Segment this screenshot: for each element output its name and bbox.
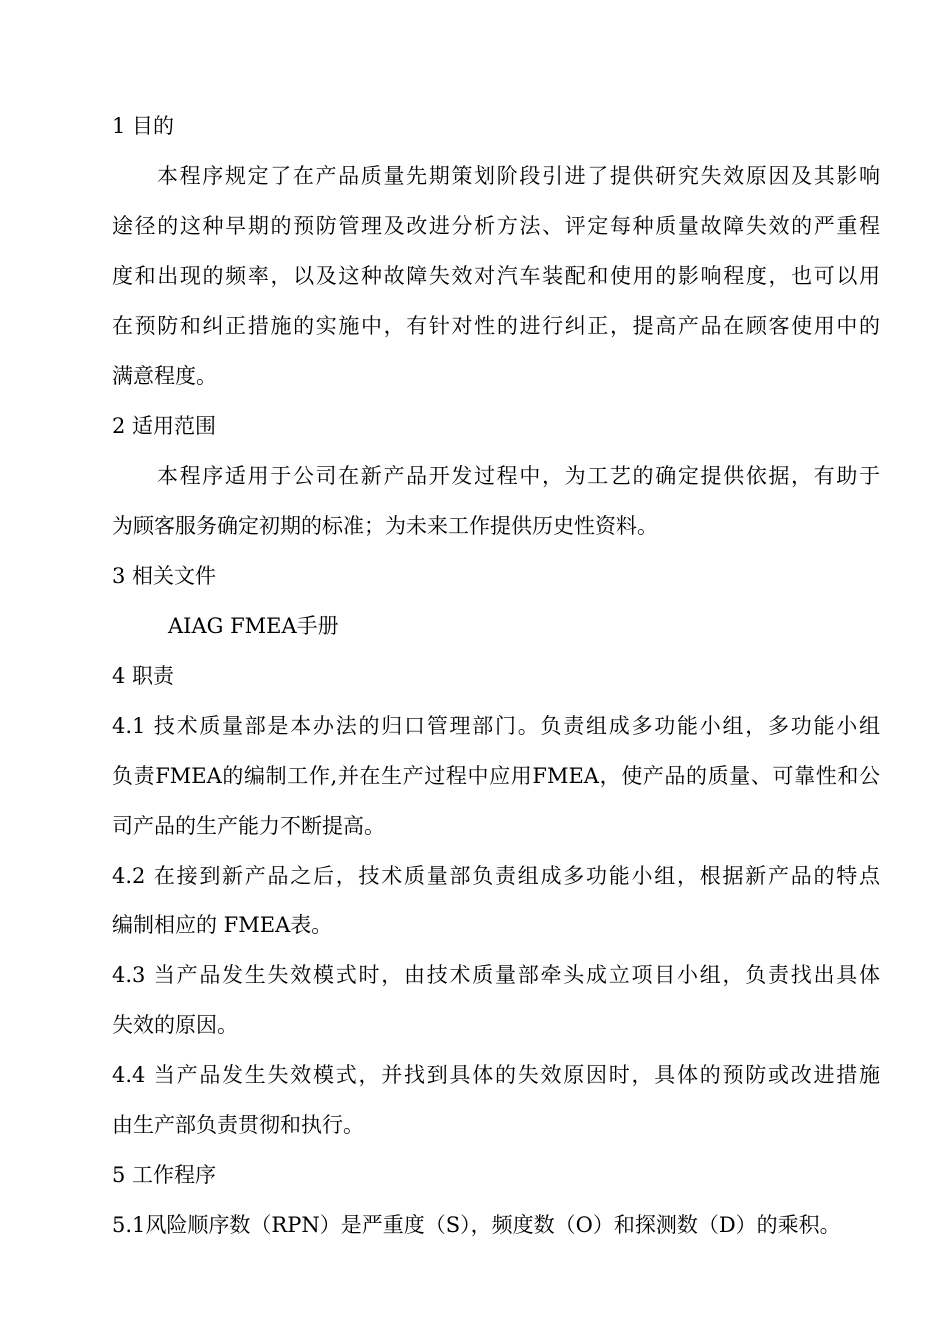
section-1-line-1: 本程序规定了在产品质量先期策划阶段引进了提供研究失效原因及其影响 xyxy=(157,164,880,188)
section-4-1-line-3: 司产品的生产能力不断提高。 xyxy=(112,814,385,838)
section-4-4-line-2: 由生产部负责贯彻和执行。 xyxy=(112,1113,364,1137)
section-4-3-line-1: 4.3 当产品发生失效模式时，由技术质量部牵头成立项目小组，负责找出具体 xyxy=(112,963,880,987)
section-3-heading: 3 相关文件 xyxy=(112,564,217,588)
section-4-2-line-2: 编制相应的 FMEA表。 xyxy=(112,913,333,937)
section-4-3-line-2: 失效的原因。 xyxy=(112,1013,238,1037)
section-1-line-4: 在预防和纠正措施的实施中，有针对性的进行纠正，提高产品在顾客使用中的 xyxy=(112,314,880,338)
section-1-line-2: 途径的这种早期的预防管理及改进分析方法、评定每种质量故障失效的严重程 xyxy=(112,214,880,238)
section-2-line-1: 本程序适用于公司在新产品开发过程中，为工艺的确定提供依据，有助于 xyxy=(157,464,880,488)
section-1-line-5: 满意程度。 xyxy=(112,364,217,388)
section-2-heading: 2 适用范围 xyxy=(112,414,217,438)
section-2-line-2: 为顾客服务确定初期的标准；为未来工作提供历史性资料。 xyxy=(112,514,658,538)
section-3-item: AIAG FMEA手册 xyxy=(168,614,339,638)
section-4-4-line-1: 4.4 当产品发生失效模式，并找到具体的失效原因时，具体的预防或改进措施 xyxy=(112,1063,880,1087)
section-4-1-line-1: 4.1 技术质量部是本办法的归口管理部门。负责组成多功能小组，多功能小组 xyxy=(112,714,880,738)
section-5-heading: 5 工作程序 xyxy=(112,1163,217,1187)
section-1-heading: 1 目的 xyxy=(112,114,175,138)
section-4-2-line-1: 4.2 在接到新产品之后，技术质量部负责组成多功能小组，根据新产品的特点 xyxy=(112,864,880,888)
section-1-line-3: 度和出现的频率，以及这种故障失效对汽车装配和使用的影响程度，也可以用 xyxy=(112,264,880,288)
section-5-1-line-1: 5.1风险顺序数（RPN）是严重度（S），频度数（O）和探测数（D）的乘积。 xyxy=(112,1213,841,1237)
section-4-heading: 4 职责 xyxy=(112,664,175,688)
section-4-1-line-2: 负责FMEA的编制工作,并在生产过程中应用FMEA，使产品的质量、可靠性和公 xyxy=(112,764,880,788)
